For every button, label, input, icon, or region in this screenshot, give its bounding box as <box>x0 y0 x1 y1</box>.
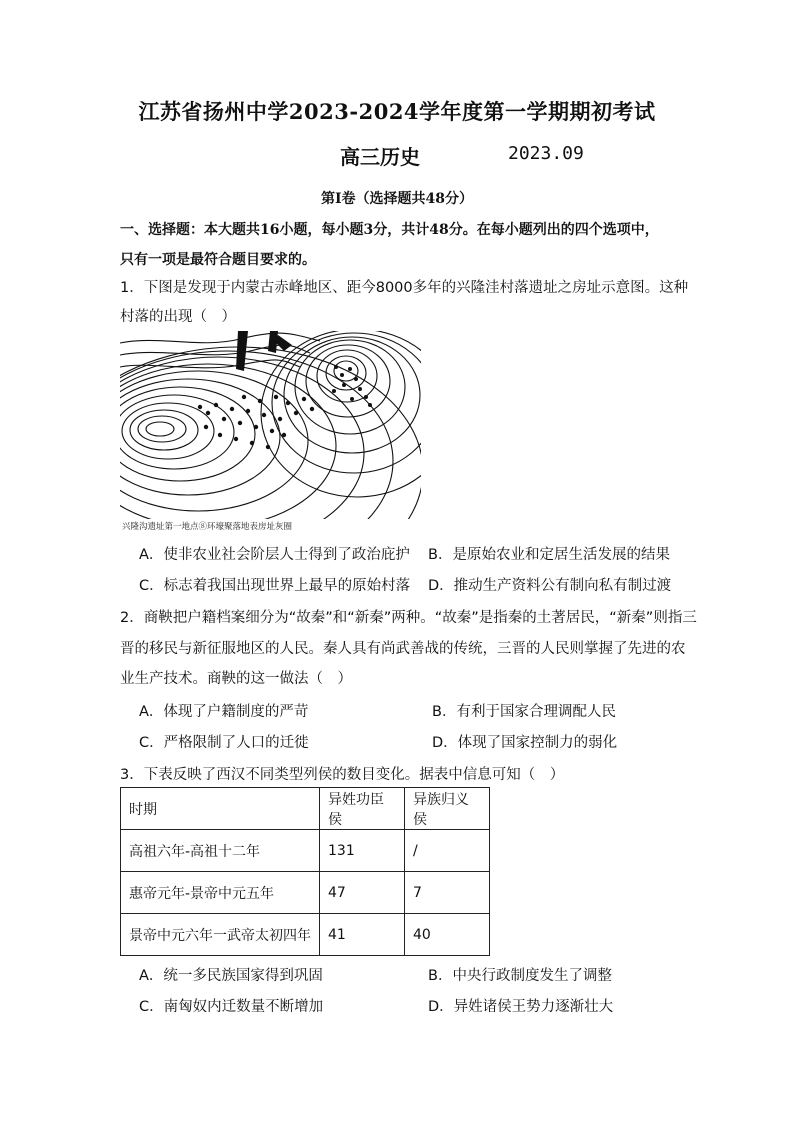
table-row <box>121 830 490 872</box>
table-cell: 47 <box>320 872 405 914</box>
q1-site-map-figure <box>120 331 421 533</box>
section-title: 第Ⅰ卷（选择题共48分） <box>320 191 474 207</box>
q2-option-a[interactable]: A．体现了户籍制度的严苛 <box>139 704 309 720</box>
q2-stem-line-1: 2．商鞅把户籍档案细分为“故秦”和“新秦”两种。“故秦”是指秦的土著居民，“新秦”则指三 <box>120 610 697 626</box>
q1-option-a[interactable]: A．使非农业社会阶层人士得到了政治庇护 <box>139 547 410 563</box>
table-cell: 惠帝元年-景帝中元五年 <box>121 872 320 914</box>
q3-option-c[interactable]: C．南匈奴内迁数量不断增加 <box>139 999 324 1015</box>
table-cell: 41 <box>320 914 405 956</box>
table-header-row <box>121 788 490 830</box>
q2-stem-line-3: 业生产技术。商鞅的这一做法（ ） <box>120 671 352 687</box>
q3-marquis-table <box>120 787 490 956</box>
exam-title: 江苏省扬州中学2023-2024学年度第一学期期初考试 <box>138 99 656 124</box>
instructions-line-1: 一、选择题：本大题共16小题，每小题3分，共计48分。在每小题列出的四个选项中， <box>120 222 659 238</box>
q3-option-b[interactable]: B．中央行政制度发生了调整 <box>428 968 612 984</box>
exam-subject: 高三历史 <box>340 145 420 169</box>
q1-option-c[interactable]: C．标志着我国出现世界上最早的原始村落 <box>139 578 411 594</box>
table-header-cell: 异族归义侯 <box>405 788 490 830</box>
instructions-line-2: 只有一项是最符合题目要求的。 <box>120 252 316 268</box>
table-cell: 高祖六年-高祖十二年 <box>121 830 320 872</box>
table-cell: 7 <box>405 872 490 914</box>
table-header-cell: 异姓功臣侯 <box>320 788 405 830</box>
q3-option-a[interactable]: A．统一多民族国家得到巩固 <box>139 968 323 984</box>
figure-caption: 兴隆沟遗址第一地点⑧环壕聚落地表房址灰圈 <box>122 522 293 532</box>
q2-option-b[interactable]: B．有利于国家合理调配人民 <box>432 704 616 720</box>
q1-option-b[interactable]: B．是原始农业和定居生活发展的结果 <box>428 547 670 563</box>
table-cell: / <box>405 830 490 872</box>
contour-map-image <box>120 331 421 533</box>
q3-stem-line-1: 3．下表反映了西汉不同类型列侯的数目变化。据表中信息可知（ ） <box>120 767 565 783</box>
table-cell: 景帝中元六年一武帝太初四年 <box>121 914 320 956</box>
table-row <box>121 914 490 956</box>
q2-option-c[interactable]: C．严格限制了人口的迁徙 <box>139 735 309 751</box>
q2-stem-line-2: 晋的移民与新征服地区的人民。秦人具有尚武善战的传统，三晋的人民则掌握了先进的农 <box>120 641 686 657</box>
q1-stem-line-2: 村落的出现（ ） <box>120 309 236 325</box>
table-header-cell: 时期 <box>121 788 320 830</box>
q1-option-d[interactable]: D．推动生产资料公有制向私有制过渡 <box>428 578 672 594</box>
q3-option-d[interactable]: D．异姓诸侯王势力逐渐壮大 <box>428 999 614 1015</box>
exam-date: 2023.09 <box>508 143 584 164</box>
q1-stem-line-1: 1．下图是发现于内蒙古赤峰地区、距今8000多年的兴隆洼村落遗址之房址示意图。这种 <box>120 280 689 296</box>
table-cell: 40 <box>405 914 490 956</box>
table-row <box>121 872 490 914</box>
q2-option-d[interactable]: D．体现了国家控制力的弱化 <box>432 735 618 751</box>
table-cell: 131 <box>320 830 405 872</box>
